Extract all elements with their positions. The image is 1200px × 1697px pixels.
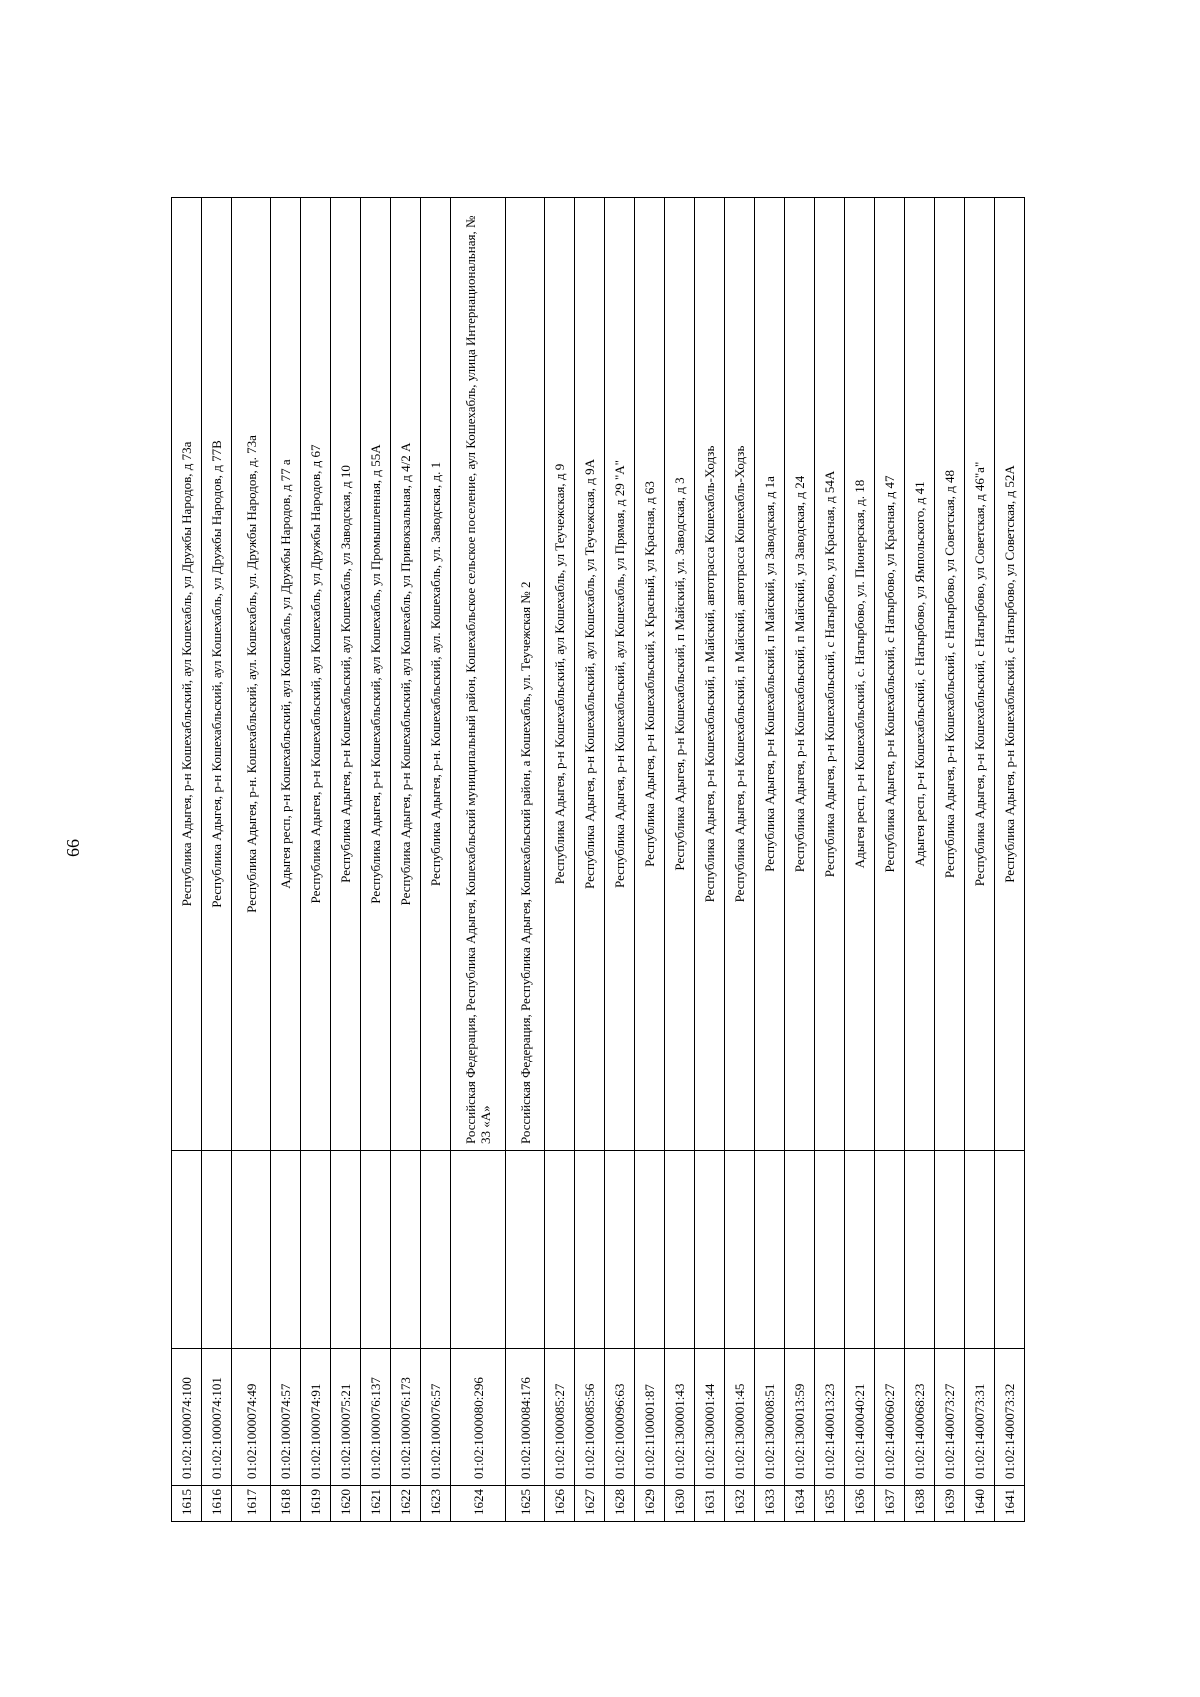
row-number-cell: 1624 [451,1486,506,1522]
empty-cell [665,1151,695,1349]
table-row [755,198,785,1522]
row-number-cell: 1618 [271,1486,301,1522]
empty-cell [635,1151,665,1349]
registry-table-body [172,198,1025,1522]
table-row [725,198,755,1522]
address-cell: Республика Адыгея, р-н Кошехабльский, п Майский, ул Заводская, д 1а [755,198,785,1151]
table-row [995,198,1025,1522]
address-cell: Республика Адыгея, р-н Кошехабльский, аул Кошехабль, ул Дружбы Народов, д 67 [301,198,331,1151]
address-cell: Республика Адыгея, р-н Кошехабльский, п Майский, автотрасса Кошехабль-Ходзь [725,198,755,1151]
table-row [875,198,905,1522]
empty-cell [271,1151,301,1349]
empty-cell [391,1151,421,1349]
address-cell: Республика Адыгея, р-н Кошехабльский, аул Кошехабль, ул Дружбы Народов, д 77В [202,198,232,1151]
address-cell: Республика Адыгея, р-н Кошехабльский, с Натырбово, ул Красная, д 54А [815,198,845,1151]
address-cell: Адыгея респ, р-н Кошехабльский, с Натырбово, ул Ямпольского, д 41 [905,198,935,1151]
address-cell: Республика Адыгея, р-н Кошехабльский, с Натырбово, ул Советская, д 46"а" [965,198,995,1151]
address-cell: Республика Адыгея, р-н Кошехабльский, п Майский, ул Заводская, д 24 [785,198,815,1151]
table-row [361,198,391,1522]
cadastral-number-cell: 01:02:1000084:176 [506,1349,545,1486]
row-number-cell: 1640 [965,1486,995,1522]
empty-cell [575,1151,605,1349]
empty-cell [331,1151,361,1349]
row-number-cell: 1617 [232,1486,271,1522]
cadastral-number-cell: 01:02:1400068:23 [905,1349,935,1486]
row-number-cell: 1633 [755,1486,785,1522]
table-row [421,198,451,1522]
address-cell: Республика Адыгея, р-н Кошехабльский, аул Кошехабль, ул Теучежская, д 9А [575,198,605,1151]
cadastral-number-cell: 01:02:1000076:137 [361,1349,391,1486]
table-row [845,198,875,1522]
row-number-cell: 1623 [421,1486,451,1522]
table-row [605,198,635,1522]
empty-cell [695,1151,725,1349]
table-row [935,198,965,1522]
registry-table-wrapper [171,197,1103,1522]
row-number-cell: 1638 [905,1486,935,1522]
row-number-cell: 1622 [391,1486,421,1522]
row-number-cell: 1621 [361,1486,391,1522]
address-cell: Республика Адыгея, р-н Кошехабльский, с Натырбово, ул Советская, д 52А [995,198,1025,1151]
table-row [545,198,575,1522]
empty-cell [815,1151,845,1349]
table-row [665,198,695,1522]
empty-cell [202,1151,232,1349]
empty-cell [421,1151,451,1349]
address-cell: Республика Адыгея, р-н Кошехабльский, п Майский, автотрасса Кошехабль-Ходзь [695,198,725,1151]
address-cell: Республика Адыгея, р-н Кошехабльский, п Майский, ул. Заводская, д 3 [665,198,695,1151]
table-row [815,198,845,1522]
cadastral-number-cell: 01:02:1300001:43 [665,1349,695,1486]
row-number-cell: 1615 [172,1486,202,1522]
address-cell: Российская Федерация, Республика Адыгея, Кошехабльский муниципальный район, Кошехабльское сельское поселение, аул Кошехабль, улица Интернациональная, № 33 «А» [451,198,506,1151]
cadastral-number-cell: 01:02:1400073:31 [965,1349,995,1486]
address-cell: Российская Федерация, Республика Адыгея, Кошехабльский район, а Кошехабль, ул. Теучежская № 2 [506,198,545,1151]
cadastral-number-cell: 01:02:1000075:21 [331,1349,361,1486]
table-row [965,198,995,1522]
empty-cell [995,1151,1025,1349]
table-row [506,198,545,1522]
empty-cell [725,1151,755,1349]
cadastral-number-cell: 01:02:1000085:27 [545,1349,575,1486]
empty-cell [605,1151,635,1349]
table-row [271,198,301,1522]
table-row [635,198,665,1522]
row-number-cell: 1629 [635,1486,665,1522]
address-cell: Адыгея респ, р-н Кошехабльский, с. Натырбово, ул. Пионерская, д. 18 [845,198,875,1151]
cadastral-number-cell: 01:02:1000076:57 [421,1349,451,1486]
table-row [232,198,271,1522]
address-cell: Республика Адыгея, р-н Кошехабльский, аул Кошехабль, ул Заводская, д 10 [331,198,361,1151]
empty-cell [905,1151,935,1349]
empty-cell [755,1151,785,1349]
address-cell: Республика Адыгея, р-н Кошехабльский, аул Кошехабль, ул Теучежская, д 9 [545,198,575,1151]
empty-cell [451,1151,506,1349]
row-number-cell: 1627 [575,1486,605,1522]
row-number-cell: 1630 [665,1486,695,1522]
cadastral-number-cell: 01:02:1100001:87 [635,1349,665,1486]
address-cell: Республика Адыгея, р-н. Кошехабльский, аул. Кошехабль, ул. Заводская, д. 1 [421,198,451,1151]
cadastral-number-cell: 01:02:1300013:59 [785,1349,815,1486]
empty-cell [232,1151,271,1349]
registry-table [171,197,1025,1522]
cadastral-number-cell: 01:02:1000096:63 [605,1349,635,1486]
table-row [202,198,232,1522]
address-cell: Республика Адыгея, р-н Кошехабльский, с Натырбово, ул Советская, д 48 [935,198,965,1151]
table-row [331,198,361,1522]
cadastral-number-cell: 01:02:1300001:45 [725,1349,755,1486]
row-number-cell: 1626 [545,1486,575,1522]
cadastral-number-cell: 01:02:1000085:56 [575,1349,605,1486]
empty-cell [965,1151,995,1349]
table-row [451,198,506,1522]
cadastral-number-cell: 01:02:1300001:44 [695,1349,725,1486]
row-number-cell: 1625 [506,1486,545,1522]
address-cell: Республика Адыгея, р-н. Кошехабльский, аул. Кошехабль, ул. Дружбы Народов, д. 73а [232,198,271,1151]
empty-cell [545,1151,575,1349]
cadastral-number-cell: 01:02:1000074:91 [301,1349,331,1486]
row-number-cell: 1628 [605,1486,635,1522]
page-number: 66 [63,839,83,857]
empty-cell [935,1151,965,1349]
row-number-cell: 1634 [785,1486,815,1522]
empty-cell [361,1151,391,1349]
empty-cell [506,1151,545,1349]
table-row [905,198,935,1522]
row-number-cell: 1632 [725,1486,755,1522]
empty-cell [845,1151,875,1349]
address-cell: Республика Адыгея, р-н Кошехабльский, аул Кошехабль, ул Дружбы Народов, д 73а [172,198,202,1151]
cadastral-number-cell: 01:02:1000074:101 [202,1349,232,1486]
empty-cell [785,1151,815,1349]
table-row [695,198,725,1522]
row-number-cell: 1631 [695,1486,725,1522]
address-cell: Республика Адыгея, р-н Кошехабльский, аул Кошехабль, ул Промышленная, д 55А [361,198,391,1151]
row-number-cell: 1635 [815,1486,845,1522]
row-number-cell: 1616 [202,1486,232,1522]
empty-cell [301,1151,331,1349]
address-cell: Республика Адыгея, р-н Кошехабльский, х Красный, ул Красная, д 63 [635,198,665,1151]
table-row [575,198,605,1522]
empty-cell [875,1151,905,1349]
cadastral-number-cell: 01:02:1000080:296 [451,1349,506,1486]
cadastral-number-cell: 01:02:1400060:27 [875,1349,905,1486]
cadastral-number-cell: 01:02:1400073:32 [995,1349,1025,1486]
address-cell: Республика Адыгея, р-н Кошехабльский, аул Кошехабль, ул Привокзальная, д 4/2 А [391,198,421,1151]
cadastral-number-cell: 01:02:1400073:27 [935,1349,965,1486]
address-cell: Республика Адыгея, р-н Кошехабльский, аул Кошехабль, ул Прямая, д 29 "А" [605,198,635,1151]
table-row [172,198,202,1522]
table-row [301,198,331,1522]
address-cell: Адыгея респ, р-н Кошехабльский, аул Кошехабль, ул Дружбы Народов, д 77 а [271,198,301,1151]
table-row [391,198,421,1522]
table-row [785,198,815,1522]
cadastral-number-cell: 01:02:1400040:21 [845,1349,875,1486]
cadastral-number-cell: 01:02:1000074:100 [172,1349,202,1486]
row-number-cell: 1619 [301,1486,331,1522]
cadastral-number-cell: 01:02:1400013:23 [815,1349,845,1486]
cadastral-number-cell: 01:02:1300008:51 [755,1349,785,1486]
row-number-cell: 1636 [845,1486,875,1522]
empty-cell [172,1151,202,1349]
row-number-cell: 1641 [995,1486,1025,1522]
cadastral-number-cell: 01:02:1000074:49 [232,1349,271,1486]
cadastral-number-cell: 01:02:1000076:173 [391,1349,421,1486]
cadastral-number-cell: 01:02:1000074:57 [271,1349,301,1486]
row-number-cell: 1637 [875,1486,905,1522]
address-cell: Республика Адыгея, р-н Кошехабльский, с Натырбово, ул Красная, д 47 [875,198,905,1151]
row-number-cell: 1620 [331,1486,361,1522]
row-number-cell: 1639 [935,1486,965,1522]
